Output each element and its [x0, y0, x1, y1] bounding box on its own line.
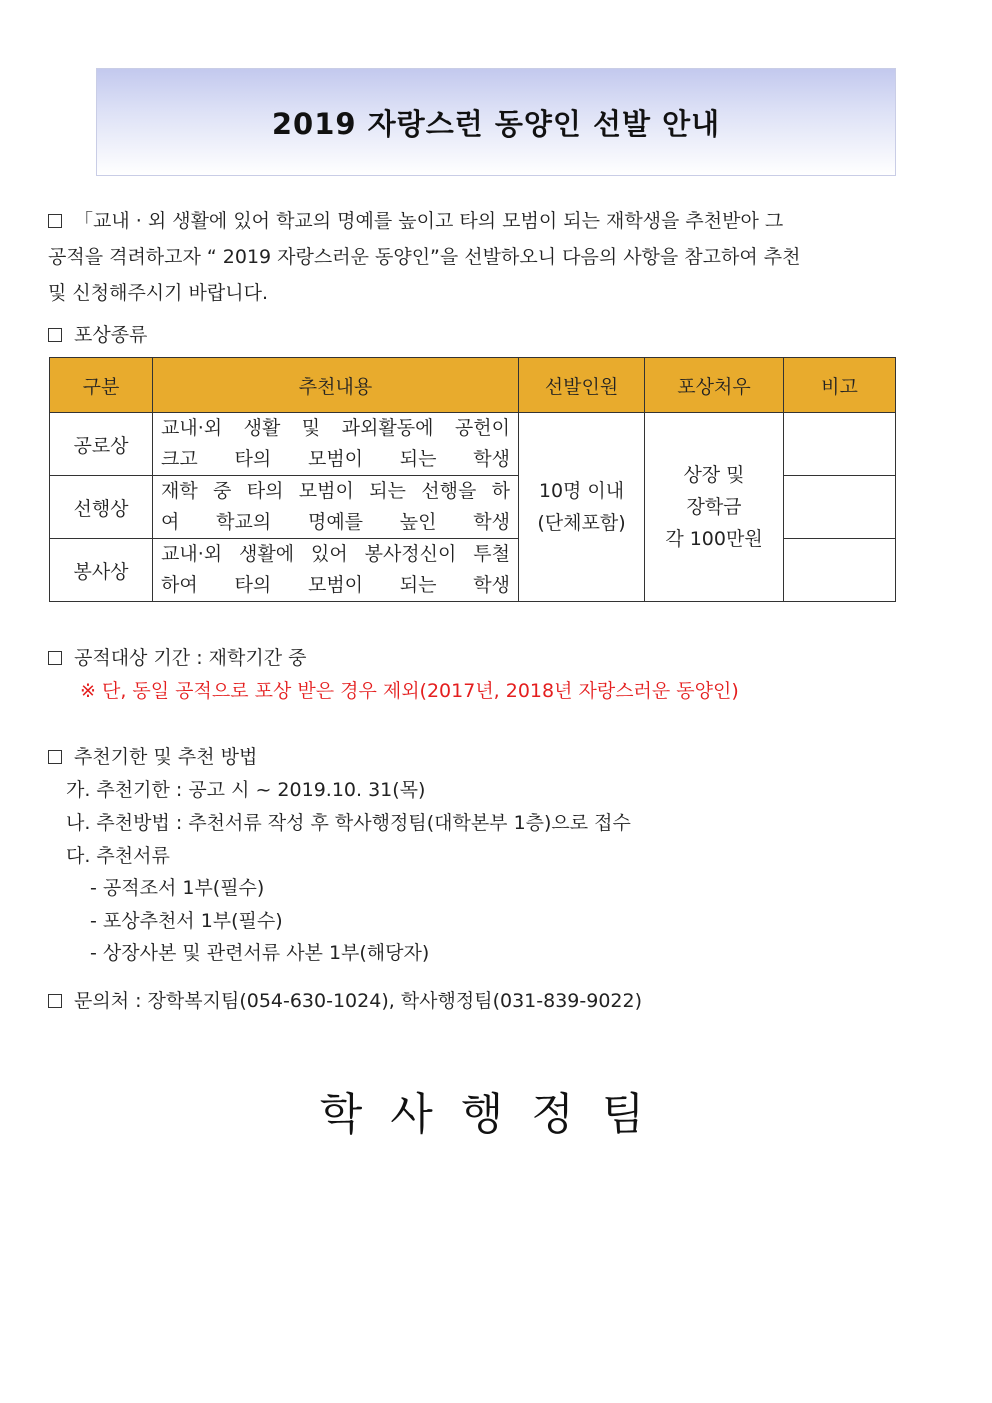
- table-header-row: [50, 358, 896, 413]
- award-desc-cell: [153, 539, 519, 602]
- remarks-cell: [784, 539, 896, 602]
- desc-line: 교내·외 생활 및 과외활동에 공헌이: [161, 417, 510, 439]
- period-heading: [48, 643, 306, 670]
- checkbox-square-icon: [48, 994, 62, 1008]
- intro-line-2: 공적을 격려하고자 “ 2019 자랑스러운 동양인”을 선발하오니 다음의 사항을 참고하여 추천: [48, 246, 801, 268]
- header-cell-category: 구분: [50, 358, 153, 413]
- document-item: - 포상추천서 1부(필수): [90, 910, 283, 932]
- award-section-heading: [48, 320, 147, 347]
- desc-line: 여 학교의 명예를 높인 학생: [161, 511, 510, 533]
- checkbox-square-icon: [48, 651, 62, 665]
- method-heading-text: 추천기한 및 추천 방법: [74, 746, 258, 768]
- table-row: [50, 413, 896, 476]
- checkbox-square-icon: [48, 328, 62, 342]
- header-cell-count: 선발인원: [519, 358, 645, 413]
- count-line: (단체포함): [537, 512, 626, 534]
- count-line: 10명 이내: [538, 480, 625, 502]
- document-item: - 상장사본 및 관련서류 사본 1부(해당자): [90, 942, 430, 964]
- checkbox-square-icon: [48, 750, 62, 764]
- method-heading: [48, 742, 257, 769]
- intro-paragraph: [48, 203, 944, 311]
- contact-line: [48, 986, 642, 1013]
- reward-line: 각 100만원: [665, 528, 763, 550]
- checkbox-square-icon: [48, 214, 62, 228]
- header-cell-content: 추천내용: [153, 358, 519, 413]
- method-procedure: 나. 추천방법 : 추천서류 작성 후 학사행정팀(대학본부 1층)으로 접수: [66, 812, 631, 834]
- desc-line: 크고 타의 모범이 되는 학생: [161, 448, 510, 470]
- remarks-cell: [784, 413, 896, 476]
- contact-text: 문의처 : 장학복지팀(054-630-1024), 학사행정팀(031-839-9022): [74, 990, 643, 1012]
- award-type-cell: 봉사상: [50, 539, 153, 602]
- award-type-cell: 공로상: [50, 413, 153, 476]
- award-type-cell: 선행상: [50, 476, 153, 539]
- count-cell: [519, 413, 645, 602]
- award-desc-cell: [153, 476, 519, 539]
- page-title: 2019 자랑스런 동양인 선발 안내: [271, 106, 721, 141]
- reward-line: 장학금: [686, 496, 742, 518]
- period-exclusion-note: ※ 단, 동일 공적으로 포상 받은 경우 제외(2017년, 2018년 자랑스러운 동양인): [80, 680, 739, 702]
- period-heading-text: 공적대상 기간 : 재학기간 중: [74, 647, 307, 669]
- header-cell-remarks: 비고: [784, 358, 896, 413]
- remarks-cell: [784, 476, 896, 539]
- issuing-department: 학사행정팀: [319, 1089, 673, 1140]
- intro-line-3: 및 신청해주시기 바랍니다.: [48, 282, 269, 304]
- method-deadline: 가. 추천기한 : 공고 시 ~ 2019.10. 31(목): [66, 779, 426, 801]
- intro-line-1: 「교내 · 외 생활에 있어 학교의 명예를 높이고 타의 모범이 되는 재학생을 추천받아 그: [74, 210, 784, 232]
- award-table: [49, 357, 896, 602]
- header-cell-reward: 포상처우: [645, 358, 784, 413]
- document-item: - 공적조서 1부(필수): [90, 877, 265, 899]
- award-desc-cell: [153, 413, 519, 476]
- method-documents-label: 다. 추천서류: [66, 845, 170, 867]
- desc-line: 하여 타의 모범이 되는 학생: [161, 574, 510, 596]
- title-banner: [96, 68, 896, 176]
- desc-line: 교내·외 생활에 있어 봉사정신이 투철: [161, 543, 510, 565]
- desc-line: 재학 중 타의 모범이 되는 선행을 하: [161, 480, 510, 502]
- reward-line: 상장 및: [683, 464, 745, 486]
- reward-cell: [645, 413, 784, 602]
- award-heading-text: 포상종류: [74, 324, 148, 346]
